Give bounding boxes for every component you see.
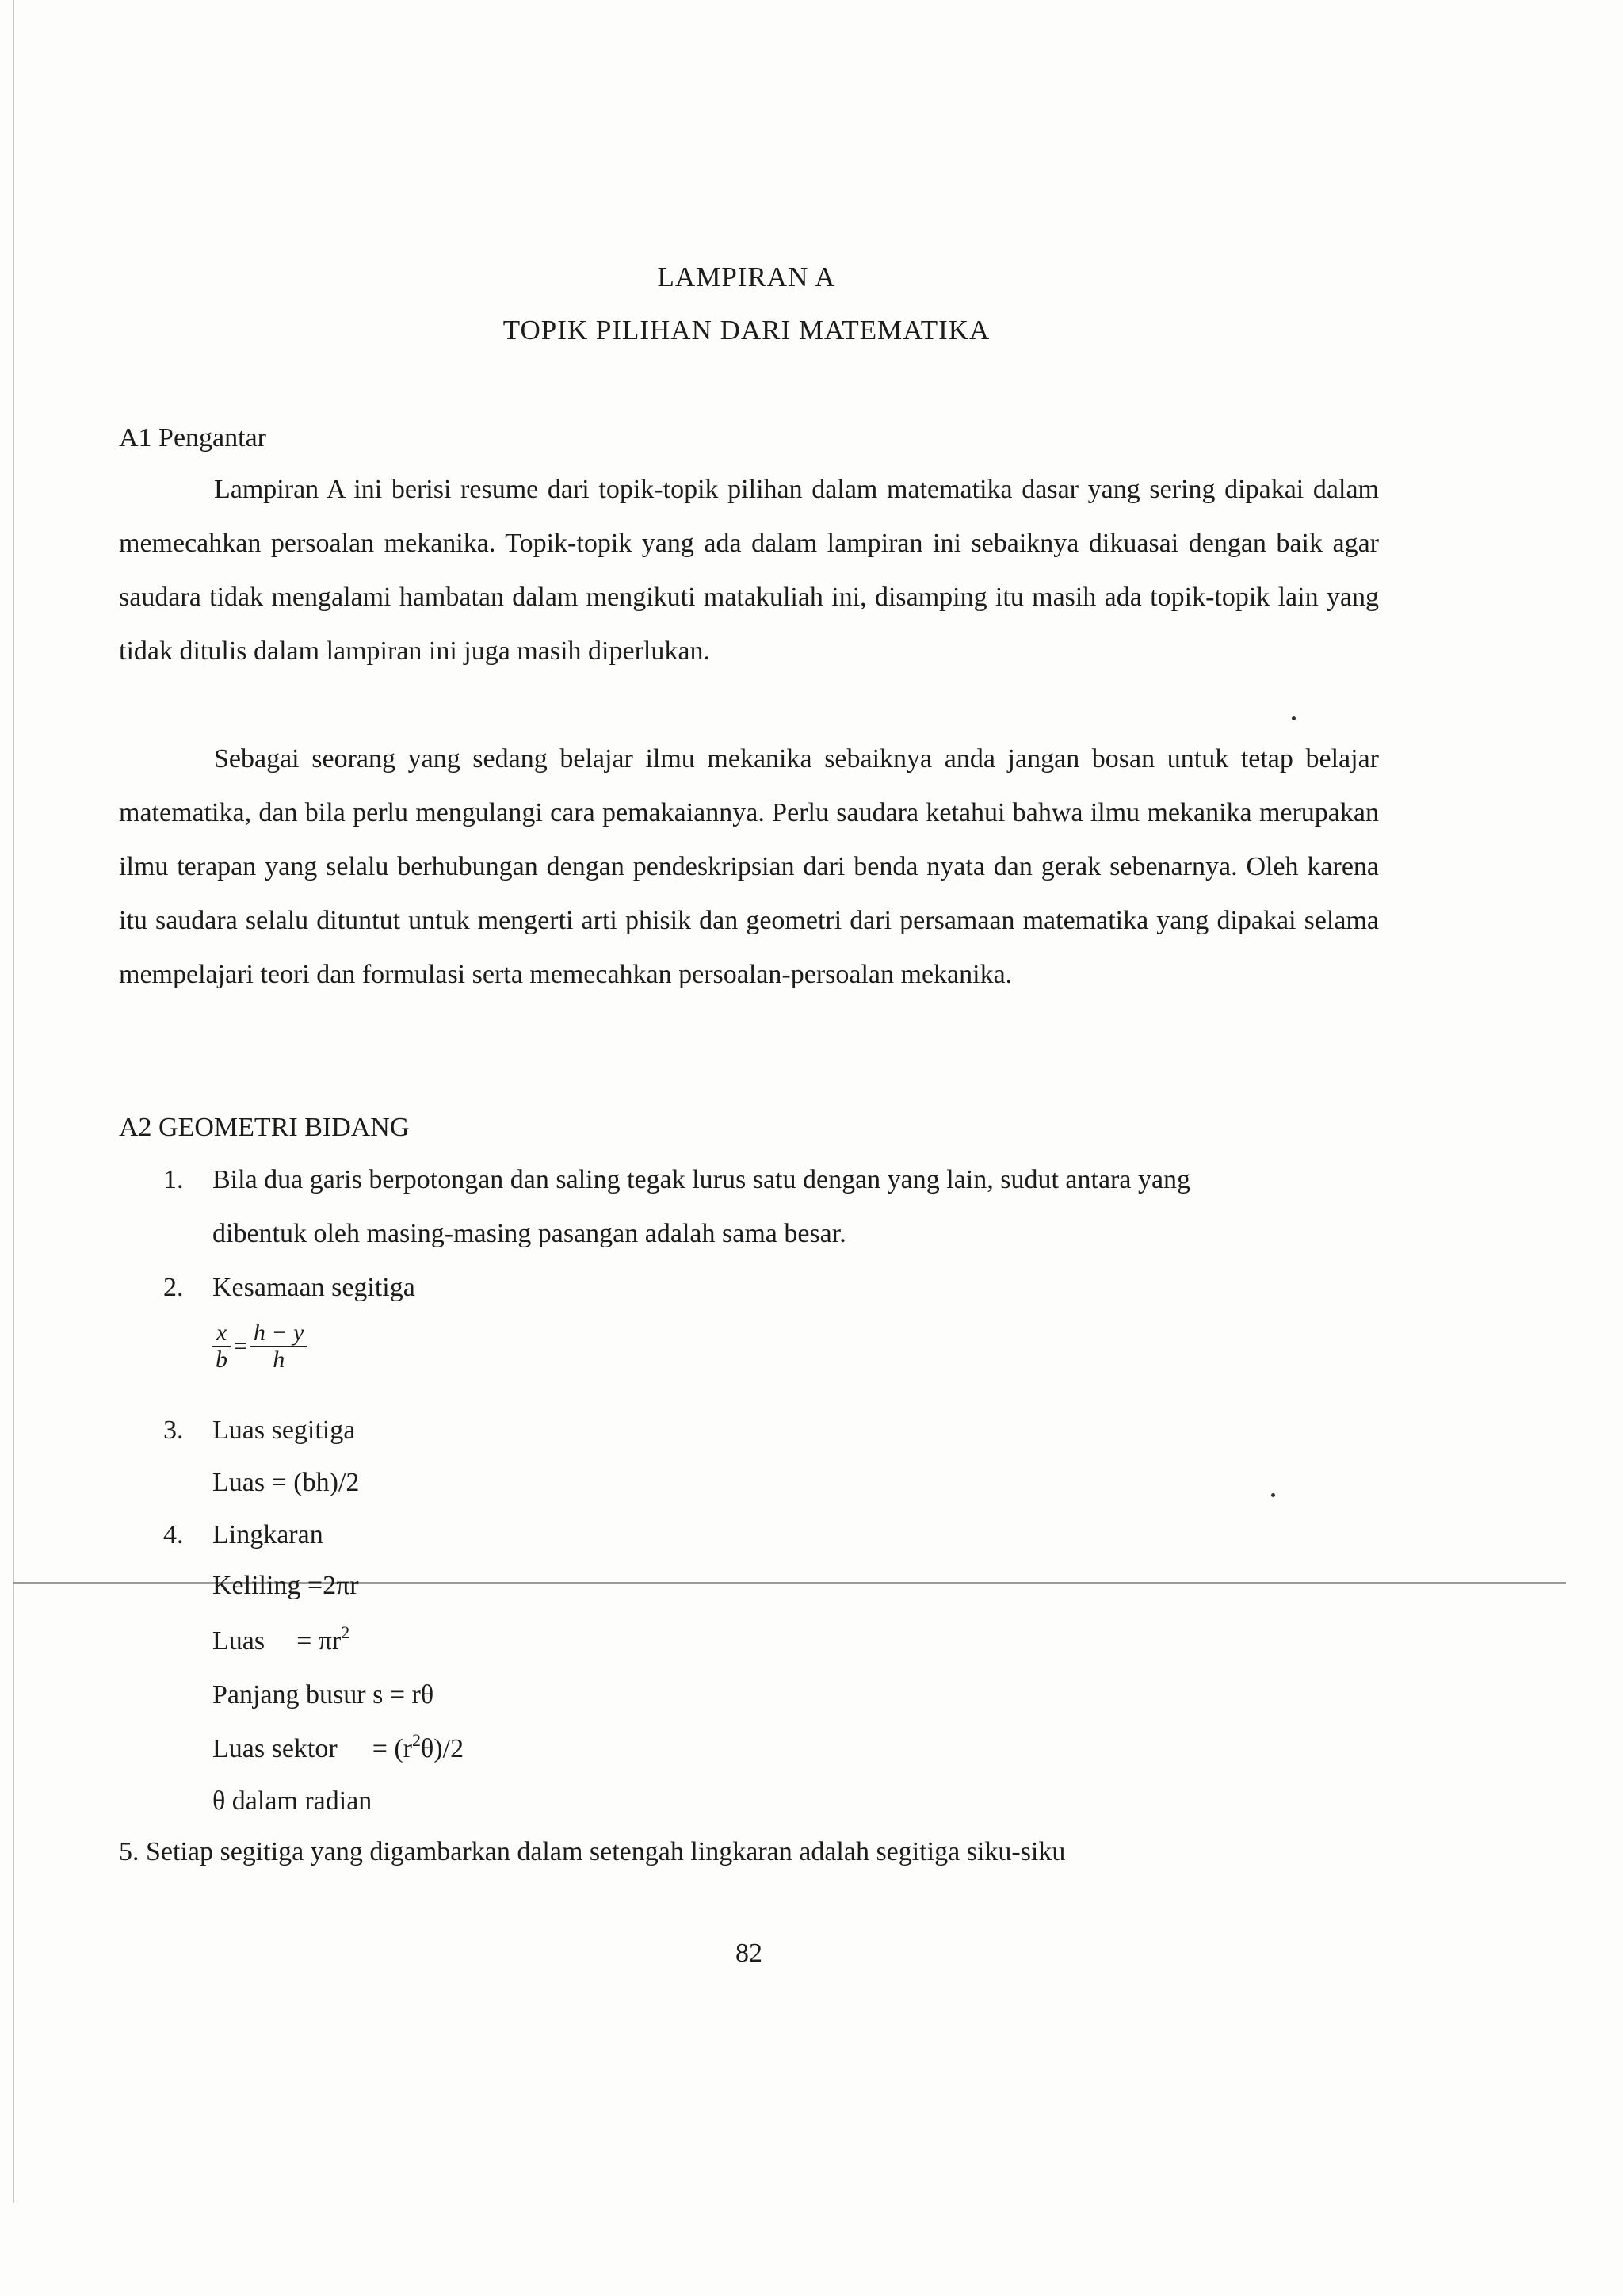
paragraph-intro-1-text: Lampiran A ini berisi resume dari topik-topik pilihan dalam matematika dasar yang sering dipakai dalam memecahkan persoalan mekanika. Topik-topik yang ada dalam lampiran ini sebaiknya dikuasai dengan baik agar saudara tidak mengalami hambatan dalam mengikuti matakuliah ini, disamping itu masih ada topik-topik lain yang tidak ditulis dalam lampiran ini juga masih diperlukan. — [119, 475, 1379, 666]
paragraph-intro-1 — [119, 463, 1379, 678]
paragraph-intro-2 — [119, 732, 1379, 1002]
list-item-5: 5. Setiap segitiga yang digambarkan dalam setengah lingkaran adalah segitiga siku-siku — [119, 1837, 1066, 1866]
circle-area-exponent: 2 — [341, 1622, 350, 1642]
formula-sector-area — [212, 1730, 464, 1764]
appendix-title: LAMPIRAN A — [657, 262, 836, 292]
list-number-3: 3. — [163, 1415, 184, 1445]
sector-area-pre: = (r — [372, 1734, 413, 1763]
section-heading-a2: A2 GEOMETRI BIDANG — [119, 1113, 410, 1142]
sector-area-label: Luas sektor — [212, 1734, 338, 1763]
formula-circle-area — [212, 1622, 350, 1656]
formula-similar-triangles — [212, 1320, 307, 1373]
formula-numerator-hy: h − y — [253, 1320, 304, 1346]
list-number-4: 4. — [163, 1520, 184, 1549]
circle-area-value: = πr — [296, 1626, 342, 1656]
list-item-4: Lingkaran — [212, 1520, 323, 1549]
sector-area-post: θ)/2 — [421, 1734, 464, 1763]
list-item-1-line2: dibentuk oleh masing-masing pasangan adalah sama besar. — [212, 1219, 846, 1248]
scan-speck — [1271, 1493, 1275, 1497]
section-heading-a1: A1 Pengantar — [119, 423, 267, 453]
formula-equals: = — [234, 1333, 247, 1359]
formula-denominator-h: h — [250, 1347, 307, 1373]
list-item-1-line1: Bila dua garis berpotongan dan saling tegak lurus satu dengan yang lain, sudut antara yang — [212, 1165, 1191, 1194]
note-radian: θ dalam radian — [212, 1786, 372, 1816]
appendix-subtitle: TOPIK PILIHAN DARI MATEMATIKA — [502, 315, 991, 346]
page-number: 82 — [735, 1939, 762, 1968]
paragraph-intro-2-text: Sebagai seorang yang sedang belajar ilmu mekanika sebaiknya anda jangan bosan untuk tetap belajar matematika, dan bila perlu mengulangi cara pemakaiannya. Perlu saudara ketahui bahwa ilmu mekanika merupakan ilmu terapan yang selalu berhubungan dengan pendeskripsian dari benda nyata dan gerak sebenarnya. Oleh karena itu saudara selalu dituntut untuk mengerti arti phisik dan geometri dari persamaan matematika yang dipakai selama mempelajari teori dan formulasi serta memecahkan persoalan-persoalan mekanika. — [119, 744, 1379, 989]
formula-numerator-x: x — [216, 1320, 227, 1346]
scan-speck — [1292, 716, 1296, 720]
list-item-3: Luas segitiga — [212, 1415, 356, 1445]
formula-denominator-b: b — [212, 1347, 231, 1373]
sector-area-exponent: 2 — [412, 1730, 422, 1750]
list-item-2: Kesamaan segitiga — [212, 1273, 415, 1302]
formula-arc-length: Panjang busur s = rθ — [212, 1680, 434, 1710]
list-number-2: 2. — [163, 1273, 184, 1302]
formula-triangle-area: Luas = (bh)/2 — [212, 1468, 360, 1497]
list-number-1: 1. — [163, 1165, 184, 1194]
formula-circumference: Keliling =2πr — [212, 1571, 359, 1600]
circle-area-label: Luas — [212, 1626, 265, 1656]
